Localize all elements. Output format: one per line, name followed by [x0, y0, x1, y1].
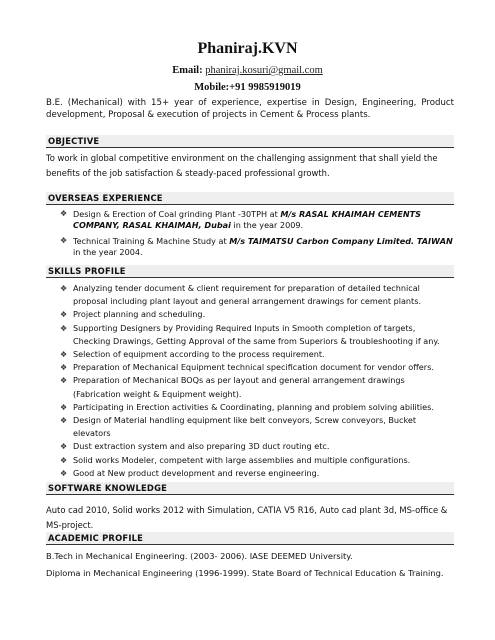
- list-item: ❖ Project planning and scheduling.: [60, 308, 454, 321]
- diamond-bullet-icon: ❖: [60, 455, 68, 465]
- mobile-line: Mobile:+91 9985919019: [194, 82, 301, 93]
- diamond-bullet-icon: ❖: [60, 236, 68, 245]
- diamond-bullet-icon: ❖: [60, 323, 68, 333]
- software-text: Auto cad 2010, Solid works 2012 with Simulation, CATIA V5 R16, Auto cad plant 3d, MS-office & MS-project.: [46, 505, 448, 530]
- diamond-bullet-icon: ❖: [60, 402, 68, 412]
- list-item: ❖ Selection of equipment according to the process requirement.: [60, 348, 454, 361]
- diamond-bullet-icon: ❖: [60, 209, 68, 218]
- list-item: ❖ Analyzing tender document & client requirement for preparation of detailed technical proposal including plant layout and general arrangement drawings for cement plants.: [60, 283, 422, 307]
- diamond-bullet-icon: ❖: [60, 284, 68, 293]
- list-item: B.Tech in Mechanical Engineering. (2003- 2006). IASE DEEMED University.: [46, 551, 353, 561]
- email-link[interactable]: phaniraj.kosuri@gmail.com: [205, 65, 323, 76]
- diamond-bullet-icon: ❖: [60, 416, 68, 426]
- academic-list: [46, 548, 454, 581]
- list-item: ❖ Design & Erection of Coal grinding Plant -30TPH at M/s RASAL KHAIMAH CEMENTS COMPANY, RASAL KHAIMAH, Dubai in the year 2009.: [60, 209, 421, 230]
- diamond-bullet-icon: ❖: [60, 310, 68, 320]
- objective-text: To work in global competitive environment on the challenging assignment that shall yield the benefits of the job satisfaction & steady-paced professional growth.: [46, 153, 438, 178]
- overseas-list: [60, 209, 454, 263]
- diamond-bullet-icon: ❖: [60, 442, 68, 452]
- skills-list: [60, 282, 454, 480]
- list-item: Diploma in Mechanical Engineering (1996-1999). State Board of Technical Education & Training.: [46, 567, 444, 578]
- section-heading-overseas: OVERSEAS EXPERIENCE: [46, 192, 454, 205]
- diamond-bullet-icon: ❖: [60, 350, 68, 360]
- diamond-bullet-icon: ❖: [60, 376, 68, 386]
- email-line: [0, 65, 495, 76]
- diamond-bullet-icon: ❖: [60, 468, 68, 478]
- list-item: ❖ Solid works Modeler, competent with large assemblies and multiple configurations.: [60, 454, 454, 467]
- list-item: ❖ Technical Training & Machine Study at M/s TAIMATSU Carbon Company Limited. TAIWAN in the year 2004.: [60, 236, 453, 257]
- list-item: ❖ Supporting Designers by Providing Required Inputs in Smooth completion of targets, Checking Drawings, Getting Approval of the same from Superiors & troubleshooting if any.: [60, 322, 440, 346]
- section-heading-objective: OBJECTIVE: [46, 135, 454, 148]
- list-item: ❖ Design of Material handling equipment like belt conveyors, Screw conveyors, Bucket elevators: [60, 415, 417, 439]
- summary-paragraph: B.E. (Mechanical) with 15+ year of experience, expertise in Design, Engineering, Product development, Proposal & execution of projects in Cement & Process plants.: [46, 98, 454, 120]
- list-item: ❖ Participating in Erection activities & Coordinating, planning and problem solving abilities.: [60, 401, 454, 414]
- list-item: ❖ Preparation of Mechanical Equipment technical specification document for vendor offers.: [60, 361, 454, 374]
- diamond-bullet-icon: ❖: [60, 363, 68, 373]
- candidate-name: Phaniraj.KVN: [197, 40, 298, 57]
- list-item: ❖ Dust extraction system and also preparing 3D duct routing etc.: [60, 440, 454, 453]
- list-item: ❖ Preparation of Mechanical BOQs as per layout and general arrangement drawings (Fabrication weight & Equipment weight).: [60, 375, 405, 399]
- section-heading-skills: SKILLS PROFILE: [46, 265, 454, 278]
- email-label: Email:: [172, 65, 203, 76]
- list-item: ❖ Good at New product development and reverse engineering.: [60, 467, 454, 480]
- section-heading-software: SOFTWARE KNOWLEDGE: [46, 482, 454, 495]
- section-heading-academic: ACADEMIC PROFILE: [46, 532, 454, 545]
